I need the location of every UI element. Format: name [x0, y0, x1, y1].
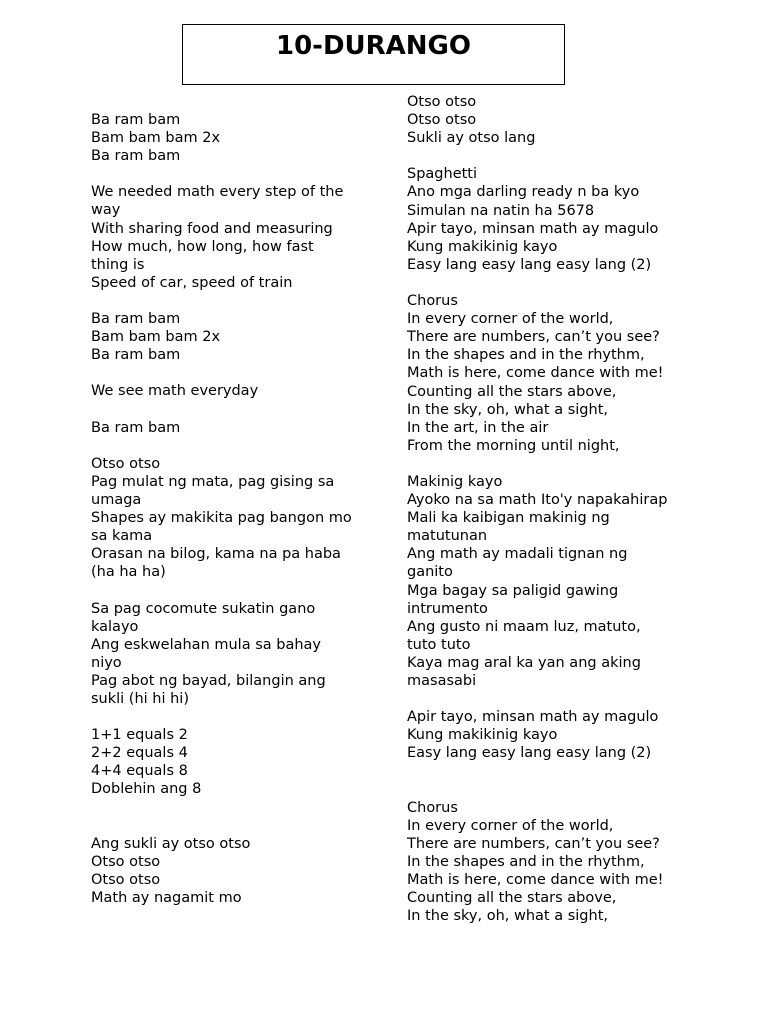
- lyric-line: matutunan: [407, 528, 488, 545]
- lyric-line: Ayoko na sa math Ito'y napakahirap: [407, 492, 668, 509]
- lyric-line: Apir tayo, minsan math ay magulo: [407, 220, 659, 237]
- lyric-line: Easy lang easy lang easy lang (2): [407, 256, 652, 273]
- lyric-line: Chorus: [407, 293, 458, 310]
- lyric-line: Spaghetti: [407, 166, 478, 183]
- lyric-line: Sa pag cocomute sukatin gano: [91, 600, 316, 617]
- lyric-line: Kung makikinig kayo: [407, 238, 558, 255]
- lyric-line: Doblehin ang 8: [91, 781, 202, 798]
- lyric-line: In every corner of the world,: [407, 311, 614, 328]
- lyric-line: Apir tayo, minsan math ay magulo: [407, 709, 659, 726]
- lyric-line: [407, 274, 707, 292]
- lyric-line: 1+1 equals 2: [91, 727, 188, 744]
- lyric-line: [91, 437, 371, 455]
- lyric-line: There are numbers, can’t you see?: [407, 835, 660, 852]
- lyric-line: Ba ram bam: [91, 419, 181, 436]
- lyric-line: tuto tuto: [407, 636, 471, 653]
- lyric-line: Mga bagay sa paligid gawing: [407, 582, 619, 599]
- lyric-line: Makinig kayo: [407, 473, 503, 490]
- lyric-line: [407, 147, 707, 165]
- lyric-line: Math ay nagamit mo: [91, 890, 242, 907]
- lyric-line: way: [91, 202, 121, 219]
- lyric-line: Bam bam bam 2x: [91, 130, 221, 147]
- lyric-line: In the art, in the air: [407, 419, 549, 436]
- lyric-line: [407, 455, 707, 473]
- lyrics-column-left: [91, 111, 371, 907]
- lyric-line: Easy lang easy lang easy lang (2): [407, 745, 652, 762]
- lyric-line: sa kama: [91, 528, 153, 545]
- lyric-line: Ang eskwelahan mula sa bahay: [91, 636, 321, 653]
- lyric-line: In the sky, oh, what a sight,: [407, 401, 608, 418]
- lyric-line: Counting all the stars above,: [407, 383, 617, 400]
- lyric-line: In the sky, oh, what a sight,: [407, 908, 608, 925]
- lyric-line: Sukli ay otso lang: [407, 130, 536, 147]
- lyric-line: [91, 817, 371, 835]
- lyric-line: [91, 364, 371, 382]
- lyric-line: Ano mga darling ready n ba kyo: [407, 184, 640, 201]
- lyric-line: Ba ram bam: [91, 347, 181, 364]
- lyric-line: In every corner of the world,: [407, 817, 614, 834]
- lyric-line: Ang sukli ay otso otso: [91, 835, 251, 852]
- lyric-line: Ba ram bam: [91, 311, 181, 328]
- lyric-line: Shapes ay makikita pag bangon mo: [91, 510, 352, 527]
- lyric-line: In the shapes and in the rhythm,: [407, 853, 645, 870]
- lyric-line: [91, 708, 371, 726]
- lyric-line: Kung makikinig kayo: [407, 727, 558, 744]
- lyric-line: In the shapes and in the rhythm,: [407, 347, 645, 364]
- lyric-line: Otso otso: [91, 455, 161, 472]
- lyric-line: Simulan na natin ha 5678: [407, 202, 595, 219]
- lyric-line: Pag abot ng bayad, bilangin ang: [91, 672, 326, 689]
- lyric-line: Otso otso: [91, 853, 161, 870]
- lyrics-column-right: [407, 93, 707, 925]
- lyric-line: [91, 799, 371, 817]
- lyric-line: (ha ha ha): [91, 564, 166, 581]
- lyric-line: With sharing food and measuring: [91, 220, 333, 237]
- lyric-line: There are numbers, can’t you see?: [407, 329, 660, 346]
- page-title: 10-DURANGO: [275, 31, 471, 61]
- lyric-line: [91, 292, 371, 310]
- lyric-line: thing is: [91, 256, 145, 273]
- lyric-line: Ba ram bam: [91, 148, 181, 165]
- lyric-line: Counting all the stars above,: [407, 890, 617, 907]
- lyric-line: From the morning until night,: [407, 437, 620, 454]
- lyric-line: Ang gusto ni maam luz, matuto,: [407, 618, 641, 635]
- lyric-line: Math is here, come dance with me!: [407, 872, 664, 889]
- lyric-line: Math is here, come dance with me!: [407, 365, 664, 382]
- lyric-line: sukli (hi hi hi): [91, 691, 189, 707]
- lyric-line: Orasan na bilog, kama na pa haba: [91, 546, 341, 563]
- lyric-line: [407, 762, 707, 780]
- lyric-line: kalayo: [91, 618, 139, 635]
- lyric-line: niyo: [91, 654, 122, 671]
- lyric-line: Otso otso: [407, 112, 477, 129]
- lyric-line: umaga: [91, 491, 142, 508]
- lyric-line: [407, 781, 707, 799]
- lyric-line: ganito: [407, 564, 453, 581]
- lyric-line: [91, 581, 371, 599]
- lyric-line: intrumento: [407, 600, 488, 617]
- lyric-line: Pag mulat ng mata, pag gising sa: [91, 473, 335, 490]
- lyric-line: Chorus: [407, 799, 458, 816]
- lyric-line: Otso otso: [91, 871, 161, 888]
- lyric-line: Ba ram bam: [91, 112, 181, 128]
- lyric-line: [407, 690, 707, 708]
- lyric-line: 2+2 equals 4: [91, 745, 188, 762]
- title-box: [182, 24, 565, 85]
- lyric-line: Bam bam bam 2x: [91, 329, 221, 346]
- lyric-line: masasabi: [407, 673, 477, 689]
- lyric-line: [91, 401, 371, 419]
- lyric-line: 4+4 equals 8: [91, 763, 188, 780]
- lyric-line: [91, 165, 371, 183]
- lyric-line: How much, how long, how fast: [91, 238, 314, 255]
- lyric-line: Otso otso: [407, 94, 477, 110]
- lyric-line: Mali ka kaibigan makinig ng: [407, 510, 610, 527]
- lyric-line: We needed math every step of the: [91, 184, 344, 201]
- lyric-line: We see math everyday: [91, 383, 259, 400]
- lyric-line: Speed of car, speed of train: [91, 274, 293, 291]
- lyric-line: Kaya mag aral ka yan ang aking: [407, 654, 641, 671]
- lyric-line: Ang math ay madali tignan ng: [407, 546, 628, 563]
